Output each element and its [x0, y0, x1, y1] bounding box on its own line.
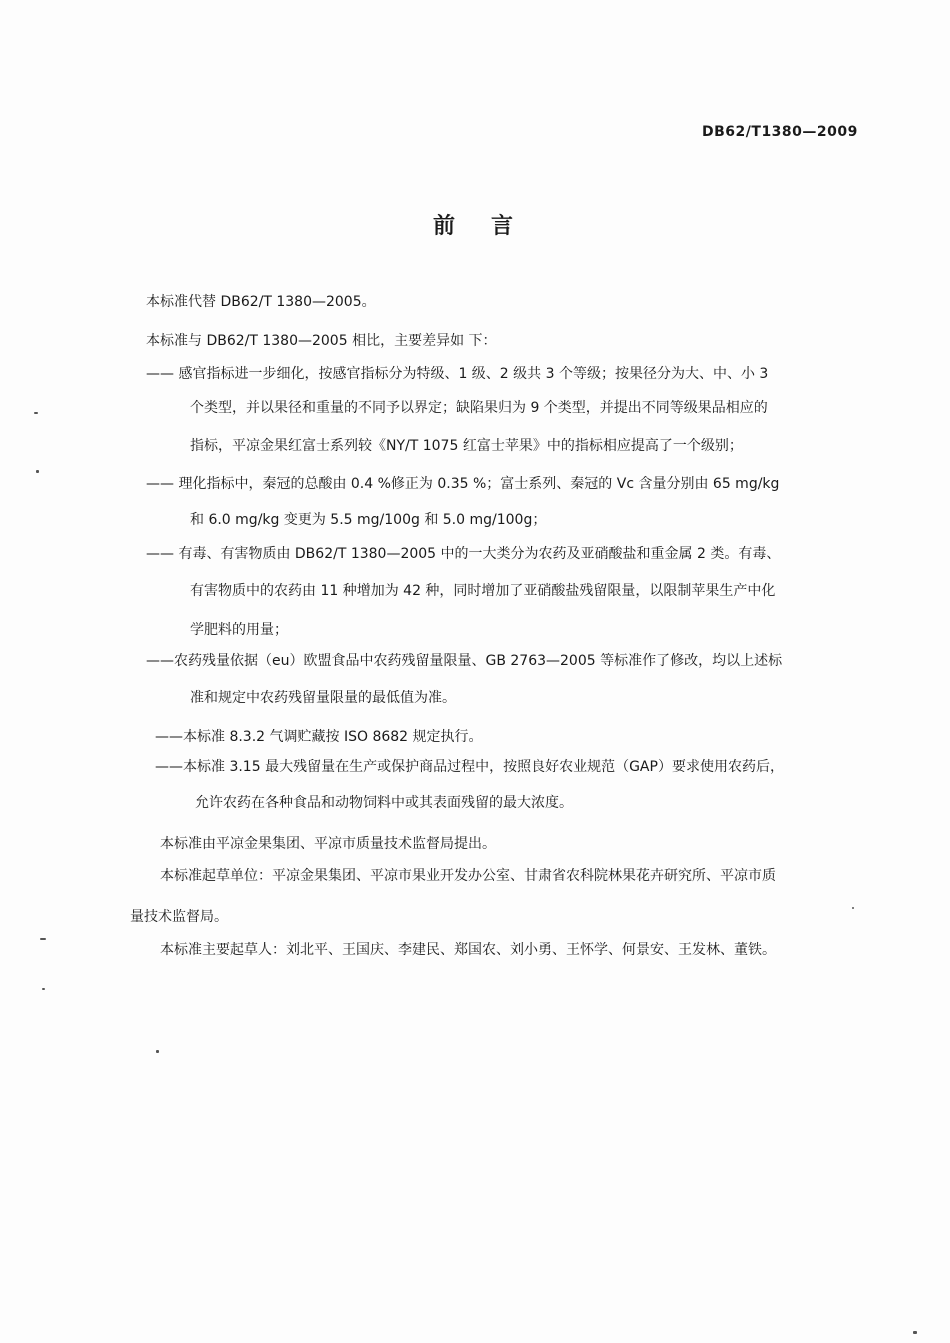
text-line: 指标，平凉金果红富士系列较《NY/T 1075 红富士苹果》中的指标相应提高了一个级别；	[190, 438, 743, 454]
standard-number: DB62/T1380—2009	[702, 124, 858, 140]
text-line: ——本标准 8.3.2 气调贮藏按 ISO 8682 规定执行。	[155, 729, 483, 745]
text-line: ——农药残量依据（eu）欧盟食品中农药残留量限量、GB 2763—2005 等标准作了修改，均以上述标	[146, 653, 783, 669]
text-line: 学肥料的用量；	[190, 622, 288, 638]
text-line: 本标准由平凉金果集团、平凉市质量技术监督局提出。	[160, 836, 496, 852]
text-line: 个类型，并以果径和重量的不同予以界定；缺陷果归为 9 个类型，并提出不同等级果品相应的	[190, 400, 768, 416]
text-line: 本标准起草单位：平凉金果集团、平凉市果业开发办公室、甘肃省农科院林果花卉研究所、平凉市质	[160, 868, 776, 884]
text-line: ——本标准 3.15 最大残留量在生产或保护商品过程中，按照良好农业规范（GAP）要求使用农药后，	[155, 759, 784, 775]
scan-speck	[156, 1050, 159, 1053]
scan-speck	[852, 907, 854, 909]
text-line: 有害物质中的农药由 11 种增加为 42 种，同时增加了亚硝酸盐残留限量，以限制苹果生产中化	[190, 583, 776, 599]
text-line: 量技术监督局。	[130, 909, 228, 925]
text-line: 准和规定中农药残留量限量的最低值为准。	[190, 690, 456, 706]
text-line: —— 有毒、有害物质由 DB62/T 1380—2005 中的一大类分为农药及亚硝酸盐和重金属 2 类。有毒、	[146, 546, 781, 562]
scan-speck	[40, 938, 46, 940]
scan-speck	[913, 1331, 917, 1334]
text-line: 和 6.0 mg/kg 变更为 5.5 mg/100g 和 5.0 mg/100g；	[190, 512, 547, 528]
text-line: 允许农药在各种食品和动物饲料中或其表面残留的最大浓度。	[195, 795, 573, 811]
page-title: 前言	[433, 214, 550, 239]
text-line: 本标准代替 DB62/T 1380—2005。	[146, 294, 376, 310]
scan-speck	[36, 470, 39, 473]
scan-speck	[34, 412, 38, 414]
text-line: —— 理化指标中，秦冠的总酸由 0.4 %修正为 0.35 %；富士系列、秦冠的 Vc 含量分别由 65 mg/kg	[146, 476, 780, 492]
scan-speck	[42, 988, 45, 990]
text-line: —— 感官指标进一步细化，按感官指标分为特级、1 级、2 级共 3 个等级；按果径分为大、中、小 3	[146, 366, 769, 382]
text-line: 本标准与 DB62/T 1380—2005 相比，主要差异如 下：	[146, 333, 497, 349]
text-line: 本标准主要起草人：刘北平、王国庆、李建民、郑国农、刘小勇、王怀学、何景安、王发林、董铁。	[160, 942, 776, 958]
